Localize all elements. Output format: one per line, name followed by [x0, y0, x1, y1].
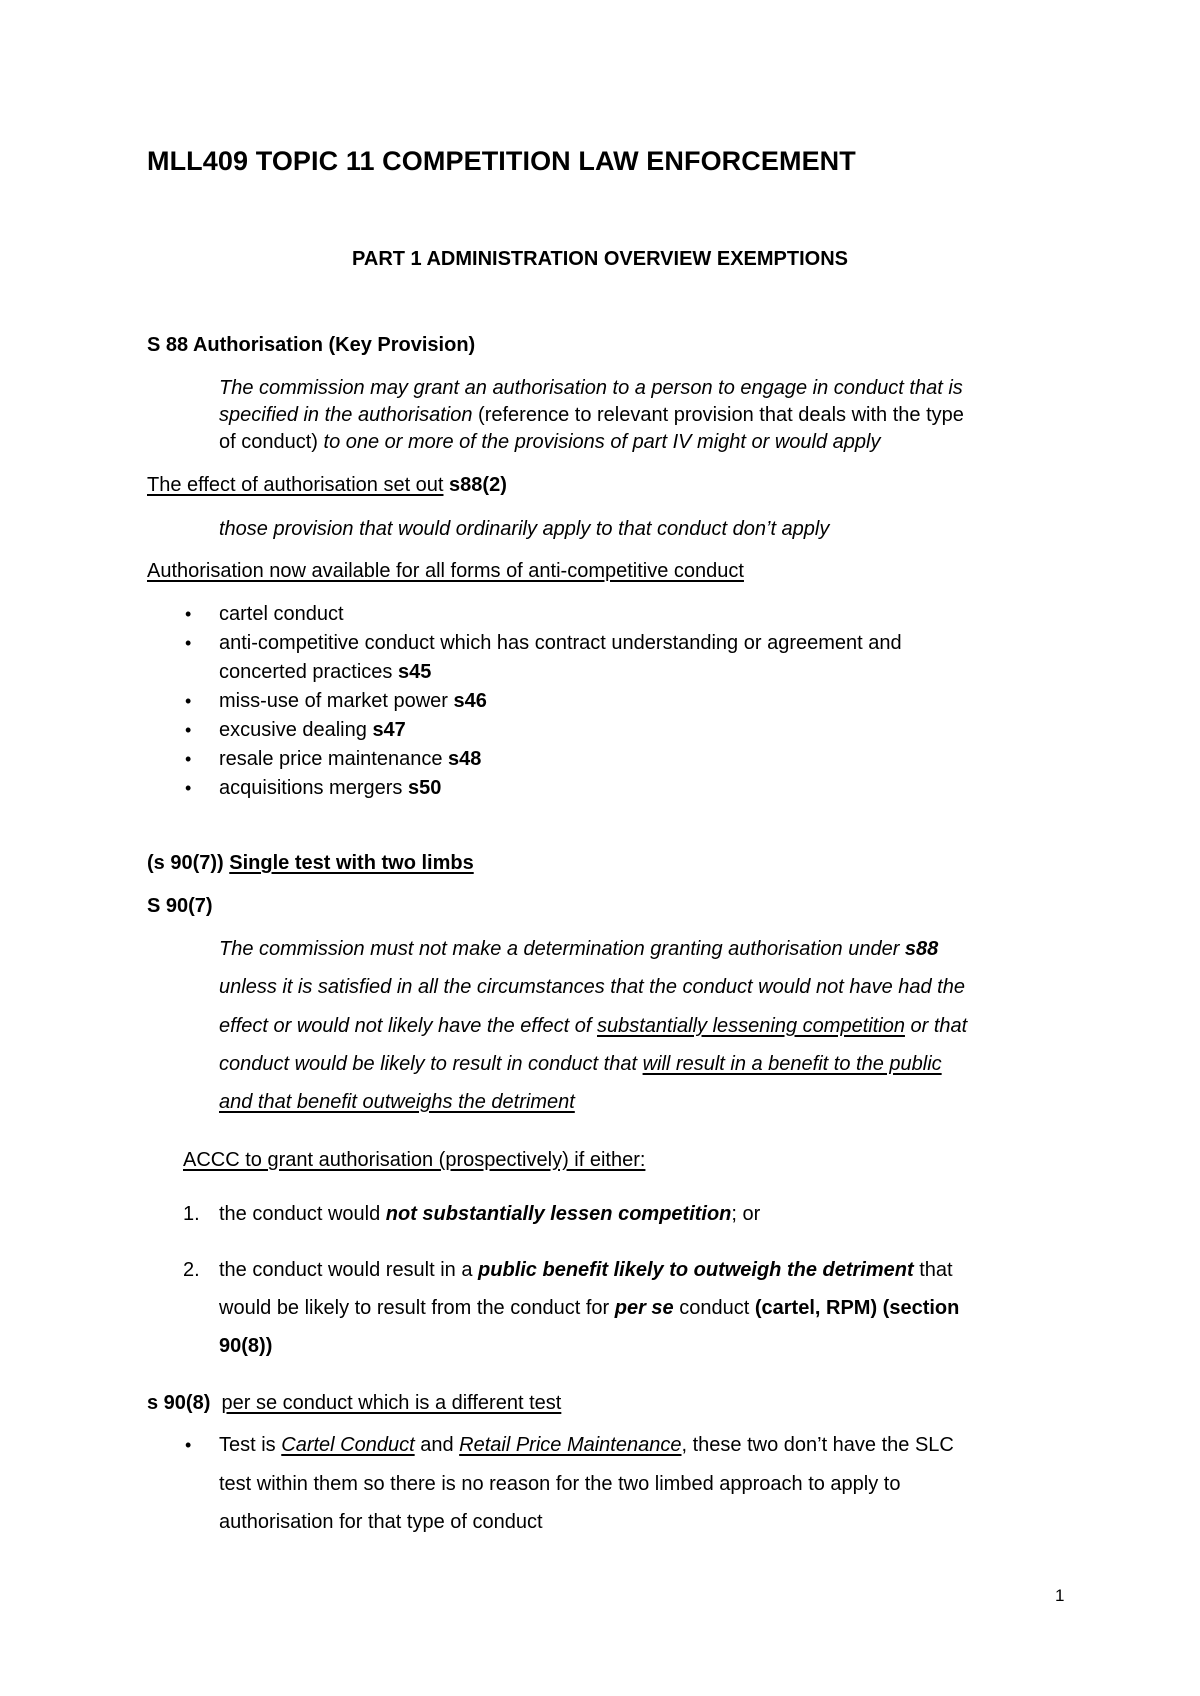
s90-8-heading: s 90(8) per se conduct which is a different test: [147, 1392, 562, 1414]
s90-7-quote-line5: and that benefit outweighs the detriment: [219, 1091, 575, 1113]
list-item: miss-use of market power s46: [219, 690, 487, 712]
s90-7-heading: (s 90(7)) Single test with two limbs: [147, 852, 474, 874]
effect-heading-text: The effect of authorisation set out: [147, 474, 444, 496]
s90-7-quote-line4: conduct would be likely to result in conduct that will result in a benefit to the public: [219, 1053, 942, 1075]
numbered-item-2: the conduct would result in a public benefit likely to outweigh the detriment that: [219, 1259, 953, 1281]
s88-quote-plain: (reference to relevant provision that deals with the type: [472, 404, 964, 426]
s88-quote-italic-2: to one or more of the provisions of part IV might or would apply: [317, 431, 881, 453]
s90-8-bullet-line2: test within them so there is no reason for the two limbed approach to apply to: [219, 1473, 901, 1495]
list-item: resale price maintenance s48: [219, 748, 482, 770]
available-heading: Authorisation now available for all forms of anti-competitive conduct: [147, 560, 744, 582]
numbered-item-2-number: 2.: [183, 1259, 200, 1281]
s88-quote-line2: [219, 404, 964, 427]
list-item-continued: concerted practices s45: [219, 661, 432, 683]
s90-7-quote-line3: effect or would not likely have the effect of substantially lessening competition or that: [219, 1015, 968, 1037]
s88-quote-line3: [219, 431, 880, 454]
part-heading: PART 1 ADMINISTRATION OVERVIEW EXEMPTIONS: [352, 248, 848, 270]
page-number: 1: [1055, 1586, 1065, 1605]
bullet-icon: •: [185, 691, 192, 711]
s90-8-bullet-line3: authorisation for that type of conduct: [219, 1511, 543, 1533]
bullet-icon: •: [185, 720, 192, 740]
numbered-item-1-number: 1.: [183, 1203, 200, 1225]
s90-7-quote-line1: The commission must not make a determination granting authorisation under s88: [219, 938, 939, 960]
effect-heading: [147, 474, 507, 497]
bullet-icon: •: [185, 604, 192, 624]
s88-quote-italic: specified in the authorisation: [219, 404, 473, 426]
numbered-item-2-line2: would be likely to result from the conduct for per se conduct (cartel, RPM) (section: [219, 1297, 960, 1319]
s90-8-bullet-line1: Test is Cartel Conduct and Retail Price Maintenance, these two don’t have the SLC: [219, 1434, 954, 1456]
document-title: MLL409 TOPIC 11 COMPETITION LAW ENFORCEMENT: [147, 146, 856, 176]
s88-quote-line1: The commission may grant an authorisation to a person to engage in conduct that is: [219, 377, 963, 399]
s88-heading: S 88 Authorisation (Key Provision): [147, 334, 476, 356]
s90-7-subheading: S 90(7): [147, 895, 213, 917]
accc-heading: ACCC to grant authorisation (prospectively) if either:: [183, 1149, 646, 1171]
numbered-item-2-line3: 90(8)): [219, 1335, 273, 1357]
list-item: cartel conduct: [219, 603, 344, 625]
bullet-icon: •: [185, 749, 192, 769]
list-item: anti-competitive conduct which has contract understanding or agreement and: [219, 632, 902, 654]
bullet-icon: •: [185, 1435, 192, 1455]
list-item: excusive dealing s47: [219, 719, 406, 741]
bullet-icon: •: [185, 778, 192, 798]
effect-quote: those provision that would ordinarily apply to that conduct don’t apply: [219, 518, 830, 540]
effect-section-ref: s88(2): [443, 474, 507, 496]
numbered-item-1: the conduct would not substantially lessen competition; or: [219, 1203, 761, 1225]
s88-quote-plain-2: of conduct): [219, 431, 318, 453]
s90-7-quote-line2: unless it is satisfied in all the circumstances that the conduct would not have had the: [219, 976, 965, 998]
list-item: acquisitions mergers s50: [219, 777, 442, 799]
bullet-icon: •: [185, 633, 192, 653]
